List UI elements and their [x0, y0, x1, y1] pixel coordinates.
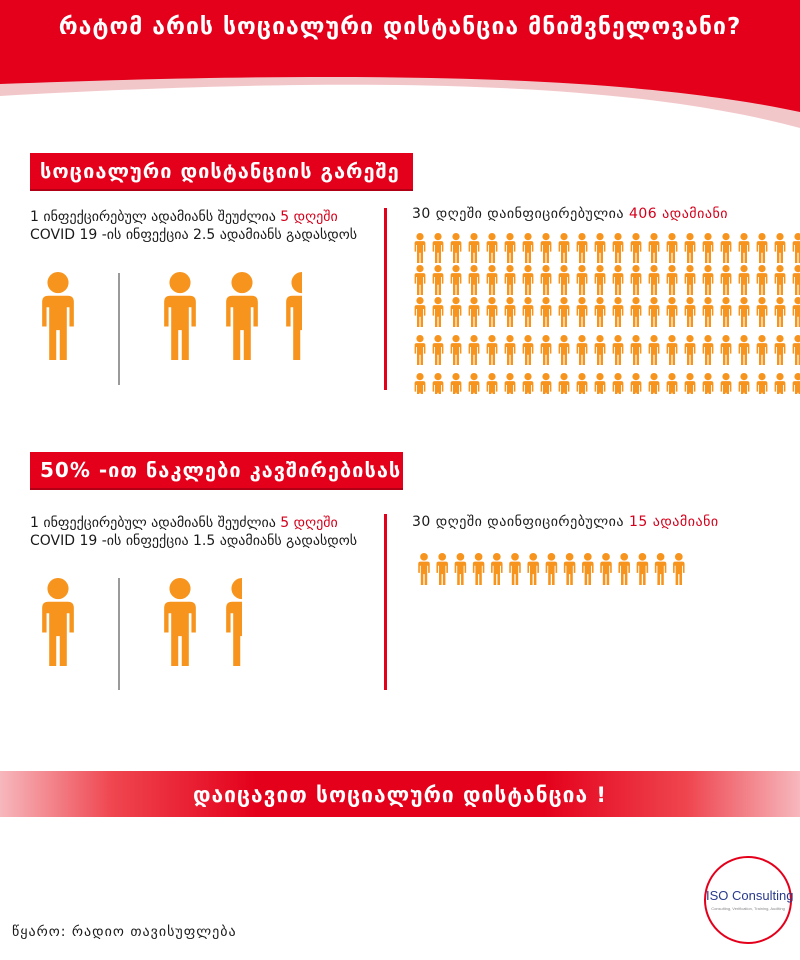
- person-icon: [559, 373, 570, 403]
- desc-line2: COVID 19 -ის ინფექცია 1.5 ადამიანს გადასდოს: [30, 533, 358, 549]
- desc-line1-prefix: 1 ინფექცირებულ ადამიანს შეუძლია: [30, 209, 281, 225]
- section-banner-half-contacts: 50% -ით ნაკლები კავშირებისას: [30, 452, 403, 488]
- page-title: რატომ არის სოციალური დისტანცია მნიშვნელოვანი?: [58, 14, 742, 40]
- person-icon: [655, 553, 667, 585]
- source-credit: წყარო: რადიო თავისუფლება: [12, 924, 237, 940]
- person-icon: [595, 335, 606, 365]
- person-icon: [451, 335, 462, 365]
- person-icon: [469, 335, 480, 365]
- person-icon: [757, 297, 768, 327]
- person-icon: [505, 335, 516, 365]
- person-icon: [527, 553, 539, 585]
- person-icon: [600, 553, 612, 585]
- person-icon: [757, 265, 768, 295]
- person-icon: [685, 233, 696, 263]
- person-icon: [613, 335, 624, 365]
- person-icon: [739, 373, 750, 403]
- person-icon: [703, 335, 714, 365]
- person-icon: [451, 265, 462, 295]
- person-icon: [505, 373, 516, 403]
- spread-figures-without: [164, 272, 318, 360]
- person-icon: [541, 297, 552, 327]
- person-icon: [487, 297, 498, 327]
- person-icon: [739, 233, 750, 263]
- person-icon: [649, 265, 660, 295]
- person-icon: [559, 233, 570, 263]
- person-icon: [637, 553, 649, 585]
- person-icon: [541, 233, 552, 263]
- person-icon: [613, 373, 624, 403]
- person-icon: [613, 233, 624, 263]
- person-icon: [685, 265, 696, 295]
- stat-accent: 406 ადამიანი: [628, 206, 729, 222]
- desc-line2: COVID 19 -ის ინფექცია 2.5 ადამიანს გადასდოს: [30, 227, 358, 243]
- person-icon: [667, 265, 678, 295]
- person-icon: [673, 553, 685, 585]
- person-icon: [582, 553, 594, 585]
- person-icon: [523, 233, 534, 263]
- person-icon: [703, 297, 714, 327]
- person-icon: [433, 335, 444, 365]
- desc-line1-prefix: 1 ინფექცირებულ ადამიანს შეუძლია: [30, 515, 281, 531]
- person-icon: [469, 297, 480, 327]
- person-icon: [418, 553, 430, 585]
- person-icon: [667, 233, 678, 263]
- person-icon: [559, 297, 570, 327]
- person-icon: [721, 265, 732, 295]
- person-icon: [739, 265, 750, 295]
- person-icon: [451, 297, 462, 327]
- person-icon: [613, 265, 624, 295]
- logo-name: ISO Consulting: [706, 888, 794, 903]
- person-icon: [473, 553, 485, 585]
- person-icon: [631, 373, 642, 403]
- person-icon: [433, 297, 444, 327]
- person-icon: [721, 297, 732, 327]
- person-icon: [775, 265, 786, 295]
- stat-prefix: 30 დღეში დაინფიცირებულია: [412, 514, 629, 530]
- infected-grid-406: [415, 233, 800, 403]
- person-icon: [226, 578, 258, 666]
- person-icon: [541, 265, 552, 295]
- logo-tagline: Consulting, Verification, Training, Auditing: [711, 906, 785, 911]
- person-icon: [703, 233, 714, 263]
- spread-figures-half: [164, 578, 258, 666]
- person-icon: [793, 373, 800, 403]
- person-icon: [757, 373, 768, 403]
- person-icon: [415, 373, 426, 403]
- person-icon: [523, 373, 534, 403]
- person-icon: [595, 233, 606, 263]
- person-icon: [793, 335, 800, 365]
- stat-prefix: 30 დღეში დაინფიცირებულია: [412, 206, 629, 222]
- person-icon: [595, 265, 606, 295]
- person-icon: [649, 335, 660, 365]
- person-icon: [546, 553, 558, 585]
- person-icon: [487, 335, 498, 365]
- person-icon: [703, 373, 714, 403]
- person-icon: [164, 272, 196, 360]
- person-icon: [559, 335, 570, 365]
- person-icon: [793, 265, 800, 295]
- person-icon: [703, 265, 714, 295]
- person-icon: [164, 578, 196, 666]
- desc-line1-accent: 5 დღეში: [280, 515, 338, 531]
- person-icon: [739, 297, 750, 327]
- person-icon: [739, 335, 750, 365]
- person-icon: [613, 297, 624, 327]
- person-icon: [523, 335, 534, 365]
- person-icon: [559, 265, 570, 295]
- person-icon: [455, 553, 467, 585]
- infected-row-15: [418, 553, 684, 585]
- person-icon: [649, 373, 660, 403]
- person-icon: [667, 335, 678, 365]
- person-icon: [286, 272, 318, 360]
- person-icon: [226, 272, 258, 360]
- person-icon: [415, 265, 426, 295]
- person-icon: [667, 297, 678, 327]
- person-icon: [541, 373, 552, 403]
- desc-line1-accent: 5 დღეში: [280, 209, 338, 225]
- person-icon: [505, 297, 516, 327]
- stat-accent: 15 ადამიანი: [628, 514, 719, 530]
- person-icon: [649, 297, 660, 327]
- person-icon: [577, 265, 588, 295]
- person-icon: [577, 335, 588, 365]
- person-icon: [433, 265, 444, 295]
- person-icon: [415, 233, 426, 263]
- person-icon: [451, 373, 462, 403]
- person-icon: [433, 233, 444, 263]
- person-icon: [469, 233, 480, 263]
- person-icon: [649, 233, 660, 263]
- person-icon: [509, 553, 521, 585]
- person-icon: [469, 373, 480, 403]
- person-icon: [775, 335, 786, 365]
- section-banner-without-distancing: სოციალური დისტანციის გარეშე: [30, 153, 413, 189]
- person-icon: [757, 335, 768, 365]
- person-icon: [721, 373, 732, 403]
- person-icon: [775, 233, 786, 263]
- person-icon: [793, 297, 800, 327]
- person-icon: [775, 297, 786, 327]
- person-icon: [505, 233, 516, 263]
- person-icon: [436, 553, 448, 585]
- person-icon: [577, 297, 588, 327]
- person-icon: [433, 373, 444, 403]
- person-icon: [42, 578, 74, 666]
- person-icon: [487, 265, 498, 295]
- person-icon: [523, 297, 534, 327]
- person-icon: [721, 335, 732, 365]
- person-icon: [793, 233, 800, 263]
- person-icon: [415, 335, 426, 365]
- person-icon: [667, 373, 678, 403]
- person-icon: [415, 297, 426, 327]
- person-icon: [42, 272, 74, 360]
- person-icon: [523, 265, 534, 295]
- person-icon: [685, 297, 696, 327]
- person-icon: [577, 233, 588, 263]
- person-icon: [541, 335, 552, 365]
- cta-text: დაიცავით სოციალური დისტანცია !: [193, 783, 607, 807]
- person-icon: [721, 233, 732, 263]
- person-icon: [631, 233, 642, 263]
- person-icon: [631, 265, 642, 295]
- person-icon: [491, 553, 503, 585]
- person-icon: [595, 297, 606, 327]
- person-icon: [775, 373, 786, 403]
- person-icon: [577, 373, 588, 403]
- person-icon: [505, 265, 516, 295]
- person-icon: [595, 373, 606, 403]
- person-icon: [757, 233, 768, 263]
- person-icon: [487, 373, 498, 403]
- person-icon: [487, 233, 498, 263]
- person-icon: [618, 553, 630, 585]
- person-icon: [564, 553, 576, 585]
- person-icon: [469, 265, 480, 295]
- person-icon: [451, 233, 462, 263]
- iso-consulting-logo: [704, 856, 792, 944]
- person-icon: [685, 335, 696, 365]
- person-icon: [631, 297, 642, 327]
- person-icon: [631, 335, 642, 365]
- person-icon: [685, 373, 696, 403]
